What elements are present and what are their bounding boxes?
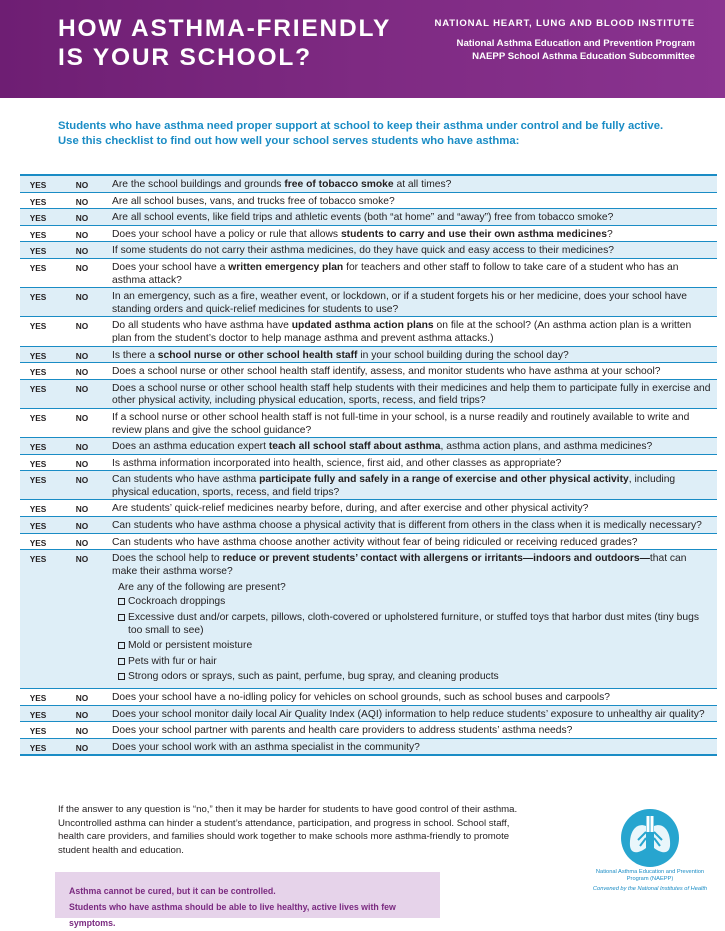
no-option[interactable]: NO	[75, 458, 89, 469]
question-text-part: Can students who have asthma choose another activity without fear of being ridiculed or receiving reduced grades?	[112, 536, 638, 548]
checklist-row	[20, 226, 717, 243]
question-text-part: Is asthma information incorporated into health, science, first aid, and other classes as appropriate?	[112, 457, 562, 469]
question-text-part: Do all students who have asthma have	[112, 320, 292, 332]
question-text	[108, 229, 717, 242]
no-option[interactable]: NO	[75, 504, 89, 515]
yes-option[interactable]: YES	[29, 367, 47, 378]
question-text	[108, 474, 717, 499]
allergen-item	[118, 671, 713, 684]
no-option[interactable]: NO	[75, 213, 89, 224]
question-text	[108, 742, 717, 755]
question-text-part: Is there a	[112, 349, 158, 361]
allergen-item-label: Excessive dust and/or carpets, pillows, cloth-covered or upholstered furniture, or stuffed toys that harbor dust mites (tiny bugs too small to see)	[128, 612, 699, 636]
checklist-row	[20, 722, 717, 739]
yes-option[interactable]: YES	[29, 412, 47, 423]
checkbox-icon[interactable]	[118, 658, 125, 665]
yes-option[interactable]: YES	[29, 262, 47, 273]
no-option[interactable]: NO	[75, 292, 89, 303]
question-text-part: In an emergency, such as a fire, weather event, or lockdown, or if a student forgets his or her medicine, does your school have standing orders and quick-relief medicines for students to use?	[112, 291, 688, 315]
allergen-item	[118, 596, 713, 609]
no-option[interactable]: NO	[75, 475, 89, 486]
question-emphasis: participate fully and safely in a range of exercise and other physical activity	[259, 474, 629, 486]
question-text	[108, 709, 717, 722]
question-text-part: ?	[607, 228, 613, 240]
lungs-logo-icon	[620, 808, 680, 868]
question-text	[108, 179, 717, 192]
no-option[interactable]: NO	[75, 742, 89, 753]
question-text-part: Does a school nurse or other school health staff help students with their medicines and help them to participate fully in exercise and other physical activity, including physical education, sports, recess, and field trips?	[112, 382, 711, 407]
no-option[interactable]: NO	[75, 246, 89, 257]
question-text-part: Does your school partner with parents and health care providers to address students’ asthma needs?	[112, 725, 573, 737]
question-emphasis: students to carry and use their own asthma medicines	[340, 228, 608, 240]
checklist-table	[20, 174, 717, 756]
checklist-row	[20, 471, 717, 500]
yes-option[interactable]: YES	[29, 229, 47, 240]
logo-caption: National Asthma Education and Prevention Program (NAEPP)	[595, 869, 705, 882]
callout-line-2: Students who have asthma should be able to live healthy, active lives with few symptoms.	[69, 902, 396, 928]
question-text-part: Does your school have a no-idling policy for vehicles on school grounds, such as school buses and carpools?	[112, 692, 610, 703]
question-text	[108, 553, 717, 688]
checklist-row	[20, 438, 717, 455]
no-option[interactable]: NO	[75, 412, 89, 423]
allergen-item-label: Cockroach droppings	[128, 596, 226, 608]
question-text-part: Are the school buildings and grounds	[112, 179, 285, 190]
question-text-part: Does the school help to	[112, 553, 223, 565]
allergen-item	[118, 640, 713, 653]
no-option[interactable]: NO	[75, 554, 89, 565]
question-text	[108, 245, 717, 258]
checklist-row	[20, 706, 717, 723]
no-option[interactable]: NO	[75, 350, 89, 361]
checklist-row	[20, 455, 717, 472]
question-text	[108, 366, 717, 379]
no-option[interactable]: NO	[75, 537, 89, 548]
yes-option[interactable]: YES	[29, 693, 47, 703]
question-text-part: Does a school nurse or other school health staff identify, assess, and monitor students who have asthma at your school?	[112, 366, 661, 378]
no-option[interactable]: NO	[75, 196, 89, 207]
checklist-row	[20, 259, 717, 288]
no-option[interactable]: NO	[75, 709, 89, 720]
callout-box	[55, 872, 440, 928]
question-text-part: Does your school monitor daily local Air Quality Index (AQI) information to help reduce students’ exposure to unhealthy air quality?	[112, 708, 705, 720]
yes-option[interactable]: YES	[29, 458, 47, 469]
question-text	[108, 692, 717, 705]
yes-option[interactable]: YES	[29, 442, 47, 453]
no-option[interactable]: NO	[75, 229, 89, 240]
question-text-part: If some students do not carry their asthma medicines, do they have quick and easy access to their medicines?	[112, 245, 614, 257]
question-text	[108, 262, 717, 287]
yes-option[interactable]: YES	[29, 504, 47, 515]
question-text-part: Does an asthma education expert	[112, 441, 269, 453]
checklist-row	[20, 193, 717, 210]
allergen-checklist	[118, 581, 713, 684]
no-option[interactable]: NO	[75, 180, 89, 190]
question-text	[108, 212, 717, 225]
checklist-row	[20, 689, 717, 706]
yes-option[interactable]: YES	[29, 350, 47, 361]
question-text-part: Are all school buses, vans, and trucks free of tobacco smoke?	[112, 195, 395, 207]
yes-option[interactable]: YES	[29, 180, 47, 190]
question-text	[108, 196, 717, 209]
allergen-item-label: Pets with fur or hair	[128, 655, 217, 667]
yes-option[interactable]: YES	[29, 246, 47, 257]
checklist-row	[20, 347, 717, 364]
question-text-part: at all times?	[393, 179, 452, 190]
naepp-logo	[590, 808, 710, 918]
yes-option[interactable]: YES	[29, 475, 47, 486]
question-text	[108, 458, 717, 471]
yes-option[interactable]: YES	[29, 383, 47, 394]
callout-line-1: Asthma cannot be cured, but it can be controlled.	[69, 886, 276, 896]
header-banner	[0, 0, 725, 98]
question-text	[108, 291, 717, 316]
question-text	[108, 350, 717, 363]
title-line-2: IS YOUR SCHOOL?	[58, 44, 312, 71]
checklist-row	[20, 176, 717, 193]
yes-option[interactable]: YES	[29, 521, 47, 532]
title-line-1: HOW ASTHMA-FRIENDLY	[58, 15, 392, 42]
no-option[interactable]: NO	[75, 262, 89, 273]
question-text-part: that can make their asthma worse?	[112, 553, 687, 577]
no-option[interactable]: NO	[75, 321, 89, 332]
checkbox-icon[interactable]	[118, 598, 125, 605]
subcommittee-name: NAEPP School Asthma Education Subcommittee	[472, 50, 695, 62]
question-emphasis: reduce or prevent students’ contact with allergens or irritants—indoors and outdoors—	[222, 553, 650, 565]
no-option[interactable]: NO	[75, 442, 89, 453]
checklist-row	[20, 739, 717, 755]
question-text-part: Can students who have asthma	[112, 474, 260, 486]
question-text-part: , including physical education, sports, recess, and field trips?	[112, 474, 676, 498]
question-text	[108, 412, 717, 437]
checklist-row	[20, 288, 717, 317]
checklist-row	[20, 500, 717, 517]
no-option[interactable]: NO	[75, 383, 89, 394]
yes-option[interactable]: YES	[29, 321, 47, 332]
yes-option[interactable]: YES	[29, 742, 47, 753]
no-option[interactable]: NO	[75, 693, 89, 703]
checklist-row	[20, 317, 717, 346]
question-text-part: for teachers and other staff to follow to take care of a student who has an asthma attack?	[112, 261, 679, 286]
checklist-row	[20, 409, 717, 438]
no-option[interactable]: NO	[75, 367, 89, 378]
question-text-part: Can students who have asthma choose a physical activity that is different from others in the class when it is medically necessary?	[112, 520, 702, 532]
checkbox-icon[interactable]	[118, 673, 125, 680]
intro-text: Students who have asthma need proper support at school to keep their asthma under control and be fully active. Use this checklist to find out how well your school serves students who have asthma:	[58, 120, 664, 147]
question-text	[108, 725, 717, 738]
allergen-item-label: Strong odors or sprays, such as paint, perfume, bug spray, and cleaning products	[128, 671, 499, 683]
question-text	[108, 537, 717, 550]
checklist-row	[20, 242, 717, 259]
checklist-row	[20, 209, 717, 226]
checkbox-icon[interactable]	[118, 642, 125, 649]
program-name: National Asthma Education and Prevention Program	[456, 38, 695, 49]
question-text-part: Does your school have a policy or rule that allows	[112, 228, 341, 240]
organization-block	[435, 18, 695, 63]
logo-convened: Convened by the National Institutes of Health	[592, 886, 708, 892]
checklist-row	[20, 550, 717, 689]
question-text	[108, 441, 717, 454]
allergen-item	[118, 656, 713, 669]
question-text	[108, 320, 717, 345]
org-name: NATIONAL HEART, LUNG AND BLOOD INSTITUTE	[434, 18, 695, 29]
question-text-part: , asthma action plans, and asthma medicines?	[440, 441, 653, 453]
question-emphasis: free of tobacco smoke	[284, 179, 394, 190]
yes-option[interactable]: YES	[29, 196, 47, 207]
question-emphasis: updated asthma action plans	[291, 320, 434, 332]
allergen-item-label: Mold or persistent moisture	[128, 640, 253, 652]
question-emphasis: school nurse or other school health staff	[157, 349, 358, 361]
allergen-item	[118, 612, 713, 637]
question-emphasis: written emergency plan	[228, 261, 344, 273]
checklist-row	[20, 380, 717, 409]
footnote-text: If the answer to any question is “no,” then it may be harder for students to have good control of their asthma. Uncontrolled asthma can hinder a student’s attendance, participation, and progress in school. School staff, health care providers, and families should work together to make schools more asthma-friendly to promote student health and education.	[58, 804, 518, 857]
yes-option[interactable]: YES	[29, 554, 47, 565]
yes-option[interactable]: YES	[29, 537, 47, 548]
yes-option[interactable]: YES	[29, 709, 47, 720]
no-option[interactable]: NO	[75, 521, 89, 532]
page-title	[58, 14, 391, 72]
question-text-part: in your school building during the school day?	[357, 349, 569, 361]
question-text-part: Are students’ quick-relief medicines nearby before, during, and after exercise and other physical activity?	[112, 503, 589, 515]
question-text-part: Does your school work with an asthma specialist in the community?	[112, 741, 420, 753]
question-text-part: on file at the school? (An asthma action plan is a written plan from the student’s doctor to help manage asthma and prevent asthma attacks.)	[112, 320, 692, 344]
checklist-row	[20, 363, 717, 380]
question-text-part: Are all school events, like field trips and athletic events (both “at home” and “away”) free from tobacco smoke?	[112, 212, 614, 224]
checklist-row	[20, 517, 717, 534]
yes-option[interactable]: YES	[29, 726, 47, 737]
question-text	[108, 520, 717, 533]
yes-option[interactable]: YES	[29, 292, 47, 303]
question-text	[108, 383, 717, 408]
checkbox-icon[interactable]	[118, 614, 125, 621]
yes-option[interactable]: YES	[29, 213, 47, 224]
question-text-part: If a school nurse or other school health staff is not full-time in your school, is a nurse readily and routinely available to write and review plans and give the school guidance?	[112, 411, 690, 436]
question-text-part: Does your school have a	[112, 261, 229, 273]
no-option[interactable]: NO	[75, 726, 89, 737]
allergen-question: Are any of the following are present?	[118, 582, 286, 594]
question-text	[108, 503, 717, 516]
question-emphasis: teach all school staff about asthma	[268, 441, 441, 453]
checklist-row	[20, 534, 717, 551]
